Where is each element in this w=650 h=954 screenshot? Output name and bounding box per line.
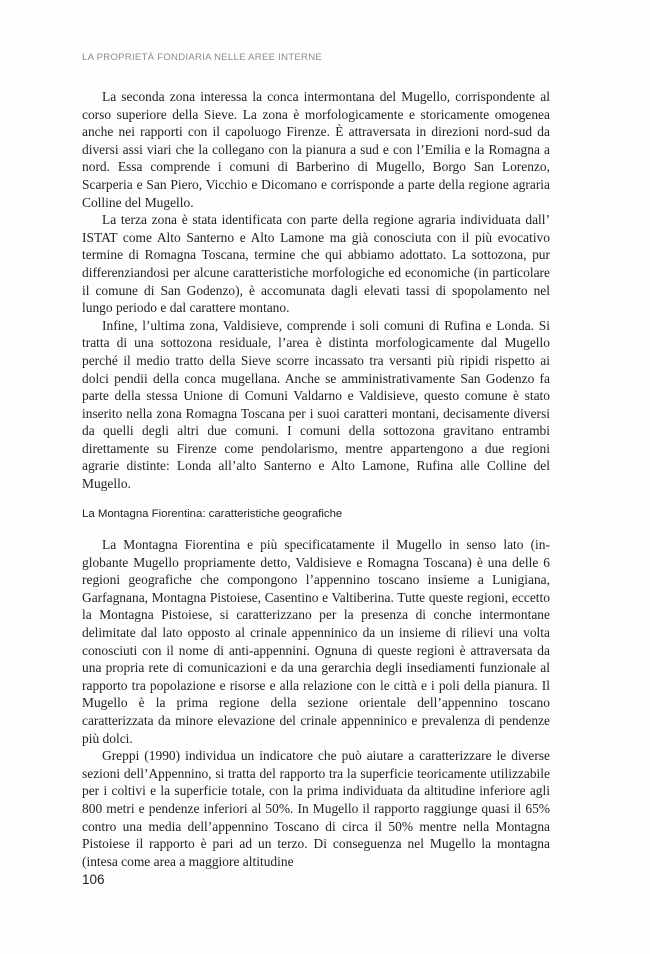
- paragraph: Infine, l’ultima zona, Valdisieve, comprende i soli comuni di Rufina e Londa. Si tratta di una sottozona residuale, l’area è distinta morfologicamente dal Mugello perché il medio tratto della Sieve scorre incassato tra versanti più ripidi rispetto ai dolci pendii della conca mugellana. Anche se amministrativamente San Godenzo fa parte della stessa Unione di Comuni Valdarno e Valdisieve, questo comune è stato inserito nella zona Romagna Toscana per i suoi caratteri montani, decisamente diversi da quelli degli altri due comuni. I comuni della sottozona gravitano entrambi direttamente su Firenze come pendolarismo, mentre appartengono a due regioni agrarie distinte: Londa all’alto Santerno e Alto Lamone, Rufina alle Colline del Mugello.: [82, 317, 550, 492]
- running-head: LA PROPRIETÀ FONDIARIA NELLE AREE INTERNE: [82, 52, 323, 63]
- page-number: 106: [82, 872, 105, 887]
- paragraph: Greppi (1990) individua un indicatore che può aiutare a caratterizzare le diverse sezioni dell’Appennino, si tratta del rapporto tra la superficie teoricamente utilizzabile per i coltivi e la superficie totale, con la prima individuata da altitudine inferiore agli 800 metri e pendenze inferiori al 50%. In Mugello il rapporto raggiunge quasi il 65% contro una media dell’appennino Toscano di circa il 50% mentre nella Montagna Pistoiese il rapporto è pari ad un terzo. Di conseguenza nel Mugello la montagna (intesa come area a maggiore altitudine: [82, 748, 550, 869]
- paragraph: La seconda zona interessa la conca intermontana del Mugello, corrispondente al corso superiore della Sieve. La zona è morfologicamente e storicamente omogenea anche nei rapporti con il capoluogo Firenze. È attraversata in direzioni nord-sud da diversi assi viari che la collegano con la pianura a sud e con l’Emilia e la Romagna a nord. Essa comprende i comuni di Barberino di Mugello, Borgo San Lorenzo, Scarperia e San Piero, Vicchio e Dicomano e corrisponde a parte della regione agraria Colline del Mugello.: [82, 89, 550, 210]
- text-block-bottom: [82, 536, 550, 870]
- section-heading: La Montagna Fiorentina: caratteristiche geografiche: [82, 508, 343, 520]
- paragraph: La Montagna Fiorentina e più specificatamente il Mugello in senso lato (inglobante Mugello propriamente detto, Valdisieve e Romagna Toscana) è una delle 6 regioni geografiche che compongono l’appennino toscano insieme a Lunigiana, Garfagnana, Montagna Pistoiese, Casentino e Valtiberina. Tutte queste regioni, eccetto la Montagna Pistoiese, si caratterizzano per la presenza di conche intermontane delimitate dal lato opposto al crinale appenninico da un insieme di rilievi una volta conosciuti con il nome di anti-appennini. Ognuna di queste regioni è attraversata da una propria rete di comunicazioni e da una gerarchia degli insediamenti funzionale al rapporto tra popolazione e risorse e alla relazione con le città e i poli della pianura. Il Mugello è la prima regione della sezione orientale dell’appennino toscano caratterizzata da minore elevazione del crinale appenninico e prevalenza di pendenze più dolci.: [82, 537, 550, 746]
- text-block-top: [82, 88, 550, 493]
- paragraph: La terza zona è stata identificata con parte della regione agraria individuata dall’ ISTAT come Alto Santerno e Alto Lamone ma già conosciuta con il più evocativo termine di Romagna Toscana, termine che qui abbiamo adottato. La sottozona, pur differenziandosi per alcune caratteristiche morfologiche ed economiche (in particolare il comune di San Godenzo), è accomunata dagli elevati tassi di spopolamento nel lungo periodo e dal carattere montano.: [82, 212, 550, 316]
